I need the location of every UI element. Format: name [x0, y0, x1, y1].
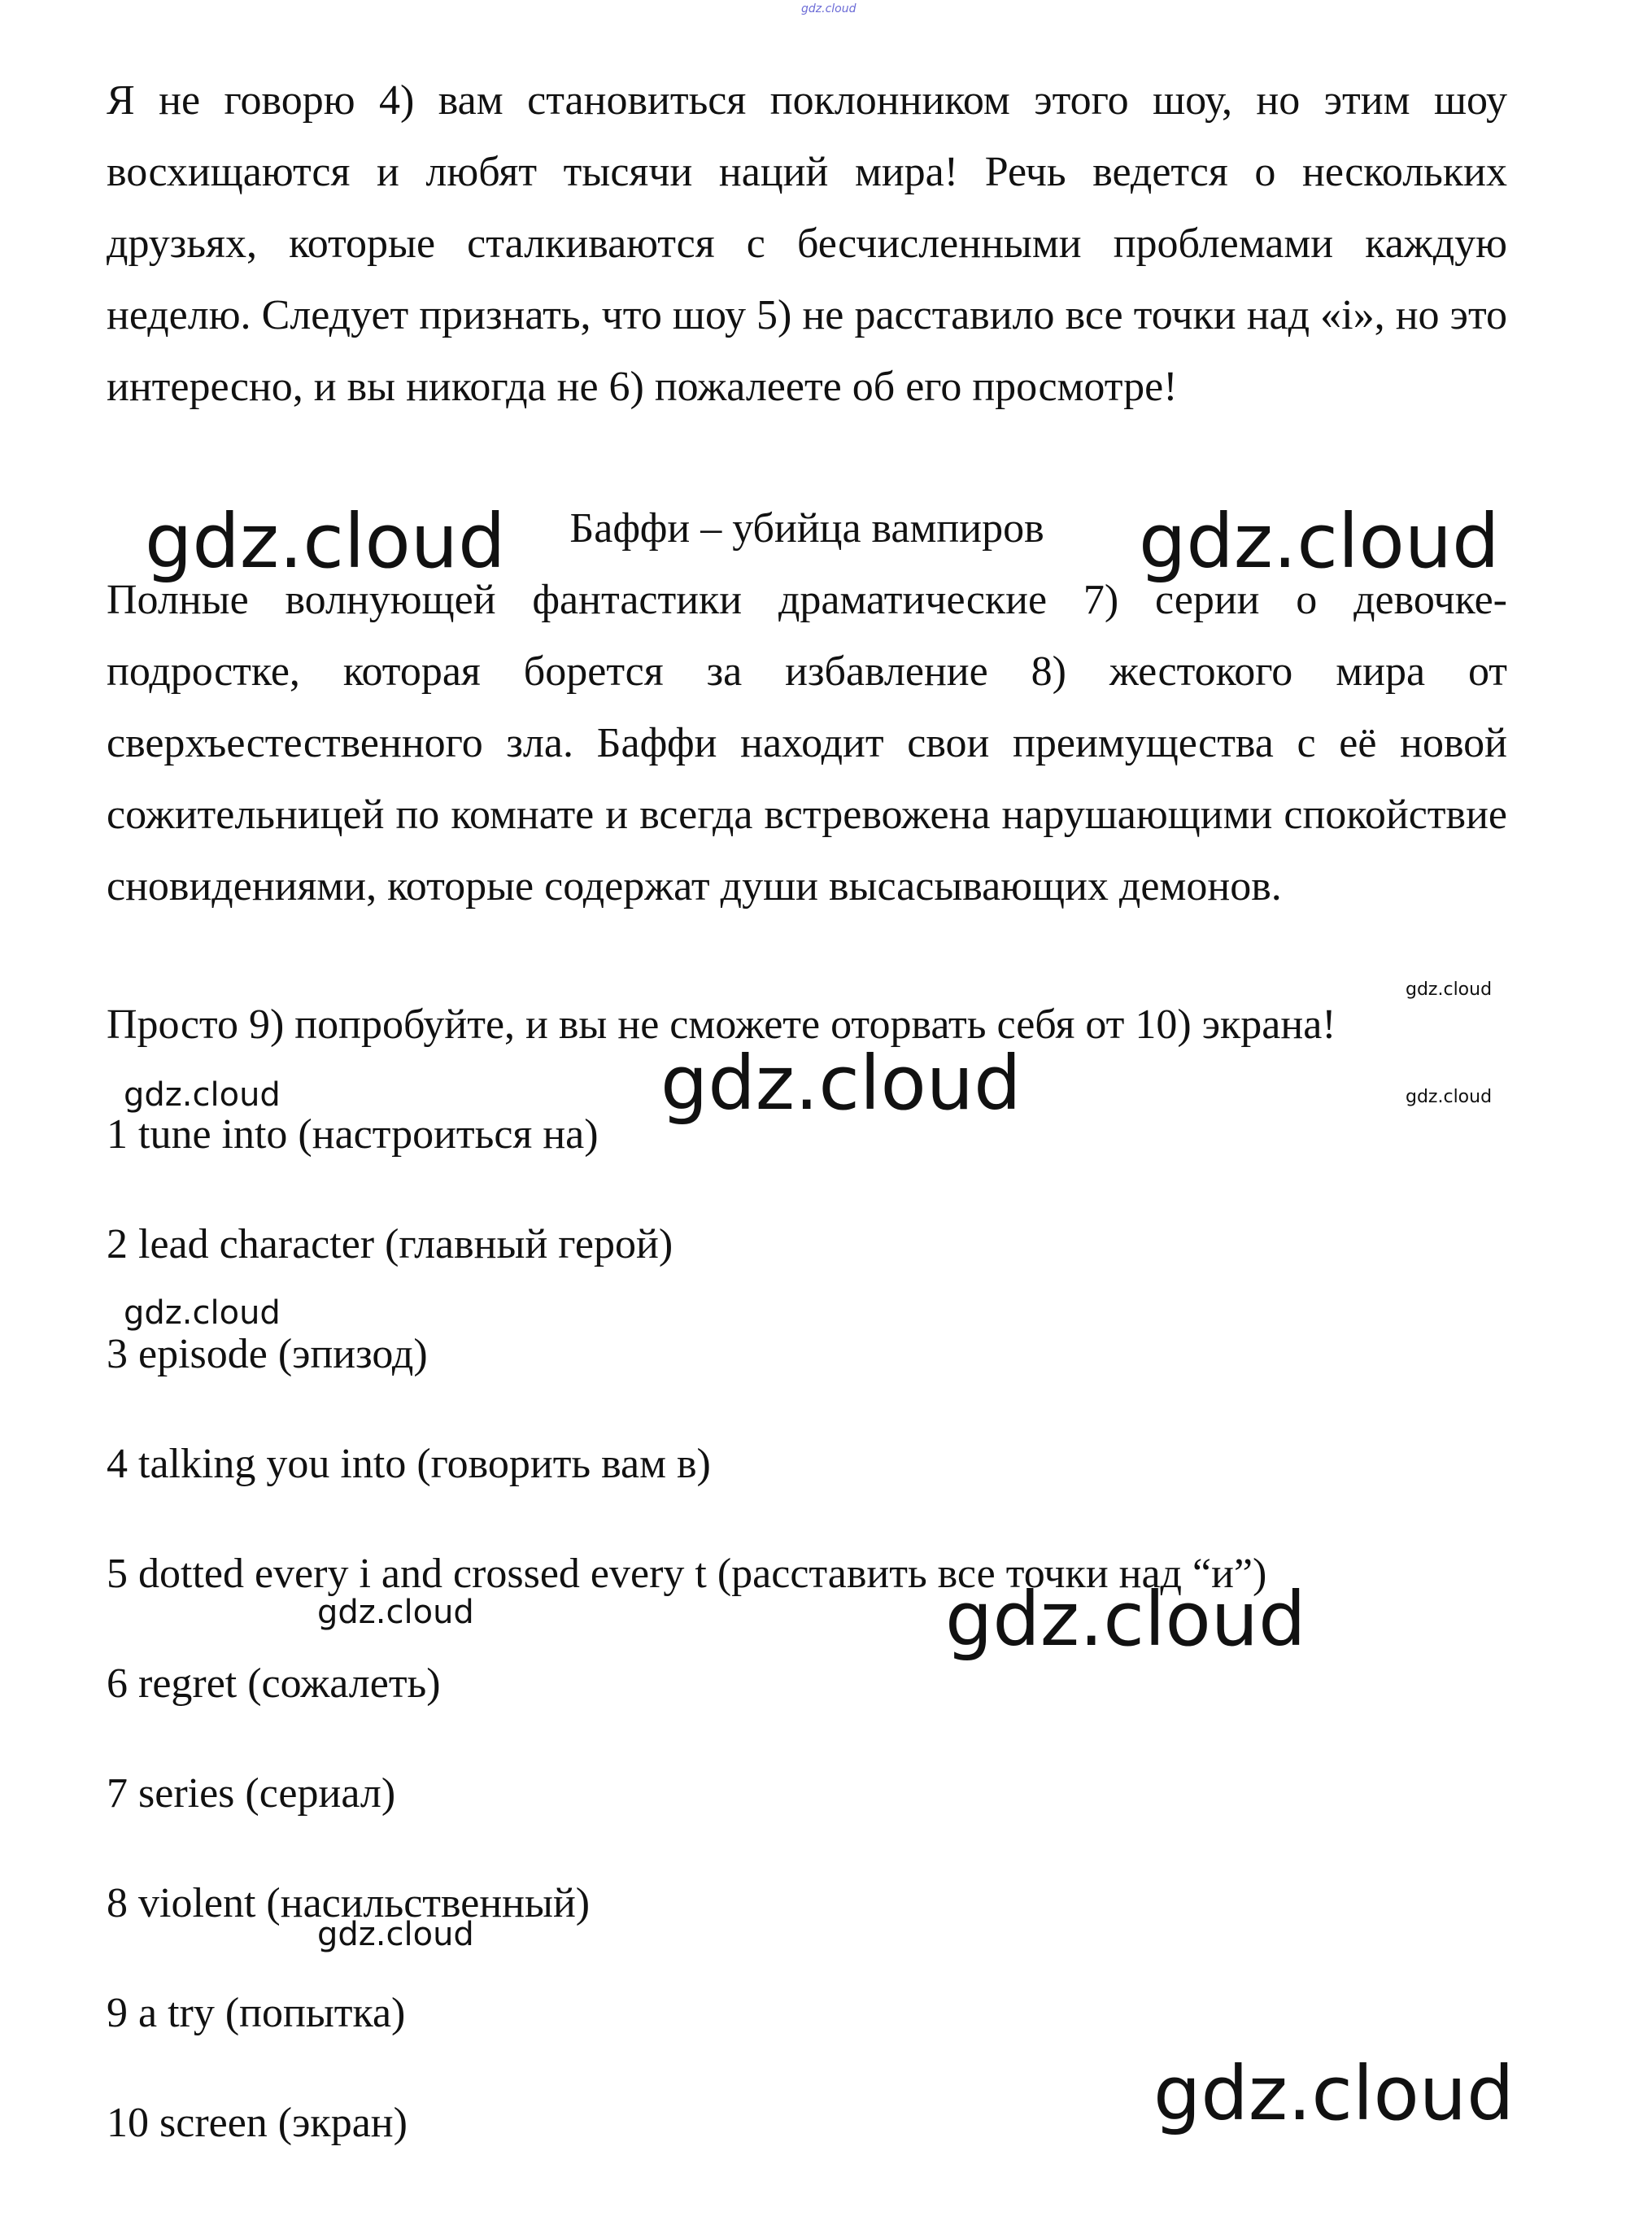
vocab-item-10: 10 screen (экран): [107, 2100, 408, 2146]
vocab-item-9: 9 a try (попытка): [107, 1990, 406, 2036]
watermark: gdz.cloud: [145, 498, 506, 585]
vocab-item-6: 6 regret (сожалеть): [107, 1660, 441, 1707]
vocab-item-3: 3 episode (эпизод): [107, 1331, 428, 1377]
watermark: gdz.cloud: [124, 1294, 281, 1332]
paragraph-3: Просто 9) попробуйте, и вы не сможете оторвать себя от 10) экрана!: [107, 1001, 1336, 1048]
watermark-top: gdz.cloud: [801, 2, 857, 15]
watermark: gdz.cloud: [1139, 498, 1500, 585]
watermark: gdz.cloud: [124, 1076, 281, 1114]
watermark: gdz.cloud: [1406, 1087, 1493, 1107]
watermark: gdz.cloud: [1406, 979, 1493, 1000]
vocab-item-1: 1 tune into (настроиться на): [107, 1111, 599, 1158]
vocab-item-7: 7 series (сериал): [107, 1770, 396, 1817]
paragraph-1: Я не говорю 4) вам становиться поклонником этого шоу, но этим шоу восхищаются и любят тысячи наций мира! Речь ведется о нескольких друзьях, которые сталкиваются с бесчисленными проблемами каждую неделю. Следует признать, что шоу 5) не расставило все точки над «і», но это интересно, и вы никогда не 6) пожалеете об его просмотре!: [107, 77, 1507, 410]
watermark: gdz.cloud: [945, 1576, 1306, 1663]
watermark: gdz.cloud: [317, 1594, 474, 1631]
vocab-item-2: 2 lead character (главный герой): [107, 1221, 673, 1267]
vocab-item-8: 8 violent (насильственный): [107, 1880, 591, 1926]
vocab-item-5: 5 dotted every i and crossed every t (расставить все точки над “и”): [107, 1551, 1267, 1597]
watermark: gdz.cloud: [317, 1916, 474, 1953]
vocab-item-4: 4 talking you into (говорить вам в): [107, 1441, 711, 1487]
watermark: gdz.cloud: [660, 1040, 1022, 1127]
section-title: Баффи – убийца вампиров: [569, 505, 1044, 552]
paragraph-2: Полные волнующей фантастики драматические 7) серии о девочке-подростке, которая борется за избавление 8) жестокого мира от сверхъестественного зла. Баффи находит свои преимущества с её новой сожительницей по комнате и всегда встревожена нарушающими спокойствие сновидениями, которые содержат души высасывающих демонов.: [107, 577, 1507, 910]
watermark: gdz.cloud: [1153, 2050, 1515, 2137]
